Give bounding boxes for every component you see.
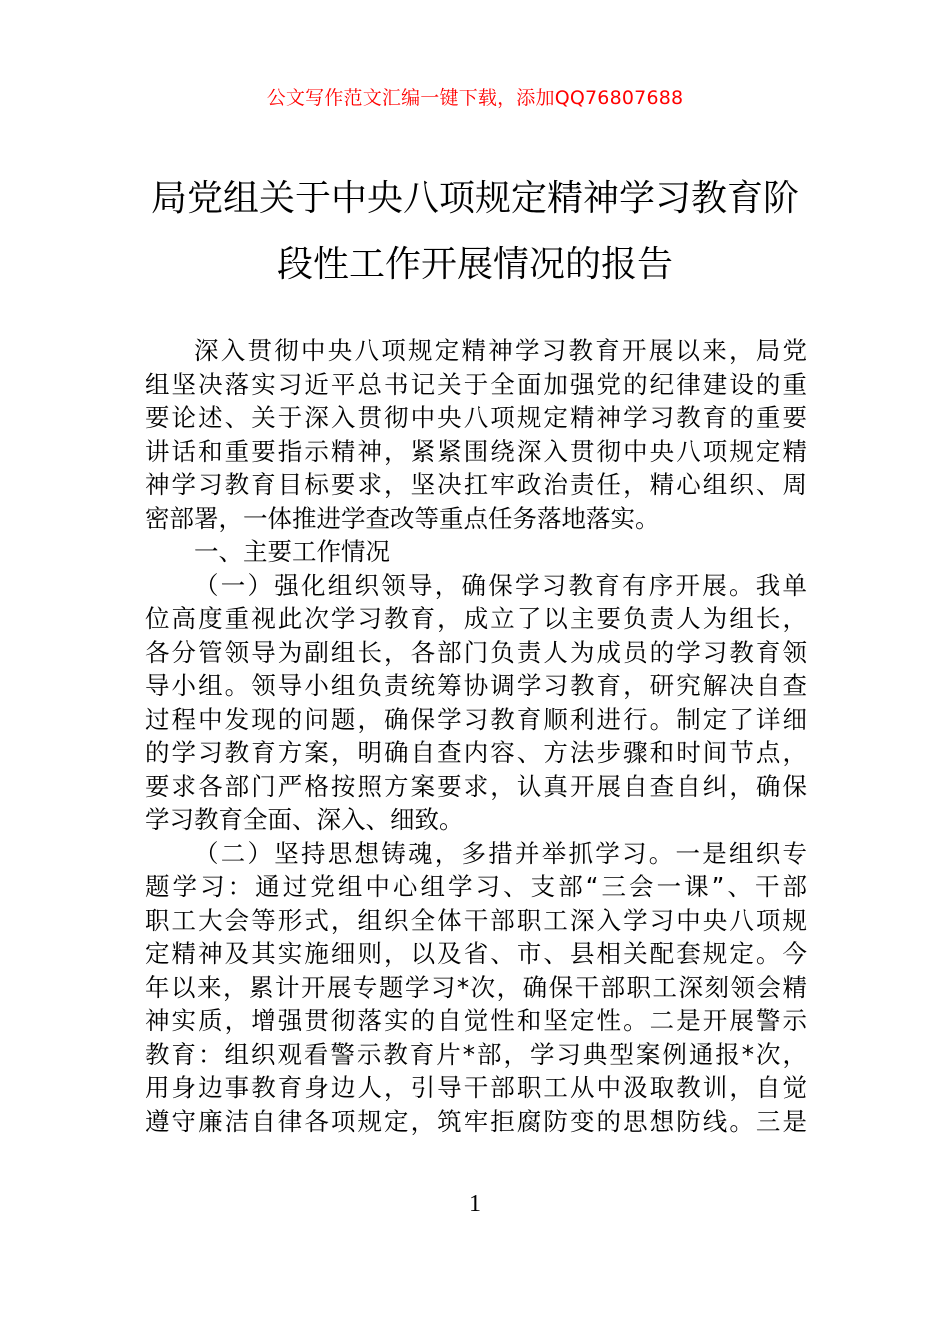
body-line: 用身边事教育身边人，引导干部职工从中汲取教训，自觉 [145,1073,807,1102]
document-body [145,334,807,1138]
page-number: 1 [469,1191,481,1217]
body-line: 教育：组织观看警示教育片*部，学习典型案例通报*次， [145,1039,807,1069]
body-line: 各分管领导为副组长，各部门负责人为成员的学习教育领 [145,637,807,667]
download-notice: 公文写作范文汇编一键下载，添加QQ76807688 [266,87,684,109]
title-line-1: 局党组关于中央八项规定精神学习教育阶 [150,178,799,219]
body-line: 的学习教育方案，明确自查内容、方法步骤和时间节点， [145,738,807,767]
body-line: 导小组。领导小组负责统筹协调学习教育，研究解决自查 [145,671,807,700]
section-heading: 一、主要工作情况 [194,537,390,566]
subsection-heading-line: （一）强化组织领导，确保学习教育有序开展。我单 [194,570,807,600]
document-title [0,166,950,298]
body-line: 过程中发现的问题，确保学习教育顺利进行。制定了详细 [145,704,807,734]
body-line: 深入贯彻中央八项规定精神学习教育开展以来，局党 [194,336,807,365]
body-line: 神学习教育目标要求，坚决扛牢政治责任，精心组织、周 [145,470,807,499]
body-line: 讲话和重要指示精神，紧紧围绕深入贯彻中央八项规定精 [145,436,807,466]
body-line: 题学习：通过党组中心组学习、支部“三会一课”、干部 [145,872,807,901]
body-line: 密部署，一体推进学查改等重点任务落地落实。 [145,503,660,533]
body-line: 遵守廉洁自律各项规定，筑牢拒腐防变的思想防线。三是 [145,1106,807,1136]
body-line: 定精神及其实施细则，以及省、市、县相关配套规定。今 [145,939,807,968]
body-line: 神实质，增强贯彻落实的自觉性和坚定性。二是开展警示 [145,1006,807,1035]
title-line-2: 段性工作开展情况的报告 [276,244,673,285]
body-line: 组坚决落实习近平总书记关于全面加强党的纪律建设的重 [145,369,807,399]
body-line: 年以来，累计开展专题学习*次，确保干部职工深刻领会精 [145,972,807,1002]
body-line: 要论述、关于深入贯彻中央八项规定精神学习教育的重要 [145,403,807,432]
body-line: 要求各部门严格按照方案要求，认真开展自查自纠，确保 [145,771,807,801]
subsection-heading-line: （二）坚持思想铸魂，多措并举抓学习。一是组织专 [194,838,807,868]
body-line: 职工大会等形式，组织全体干部职工深入学习中央八项规 [145,905,807,935]
body-line: 位高度重视此次学习教育，成立了以主要负责人为组长， [145,604,807,633]
body-line: 学习教育全面、深入、细致。 [145,805,464,834]
